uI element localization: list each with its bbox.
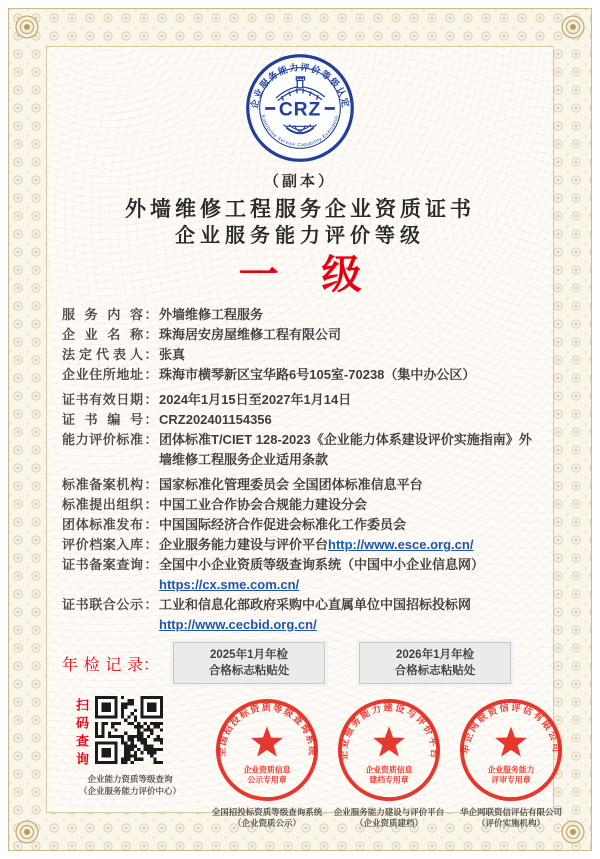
joint-publicity-link[interactable]: http://www.cecbid.org.cn/	[159, 617, 317, 632]
emblem-ring-top-text: 企业服务能力评价等级认定	[249, 62, 351, 110]
field-value: 全国中小企业资质等级查询系统（中国中小企业信息网）	[159, 557, 485, 572]
copy-label: （副本）	[263, 173, 336, 190]
field-label: 证书联合公示	[62, 597, 143, 612]
field-value: CRZ202401154356	[159, 412, 272, 427]
field-label: 企业住所地址	[62, 367, 143, 382]
field-row-standard: 能力评价标准 ： 团体标准T/CIET 128-2023《企业能力体系建设评价实施指南》外墙维修工程服务企业适用条款	[62, 430, 538, 470]
field-value: 张真	[159, 347, 186, 362]
qr-block	[64, 696, 204, 797]
qr-code-icon	[95, 696, 163, 764]
field-row-propose-org: 标准提出组织 ： 中国工业合作协会合规能力建设分会	[62, 495, 538, 515]
field-value: 企业服务能力建设与评价平台	[159, 537, 329, 552]
field-row-archive: 评价档案入库 ： 企业服务能力建设与评价平台http://www.esce.org.cn/	[62, 535, 538, 555]
seal-ring-text: 全国招投标资质等级查询系统	[216, 702, 318, 757]
certificate-fields	[62, 305, 538, 635]
red-seal-icon	[457, 696, 565, 804]
seal-ring-text: 华企网联资信评估有限公司	[460, 702, 562, 755]
field-label: 服务内容	[62, 307, 143, 322]
seal-inner-line2: 评审专用章	[491, 775, 531, 785]
archive-platform-link[interactable]: http://www.esce.org.cn/	[328, 537, 474, 552]
field-label: 法定代表人	[62, 347, 143, 362]
field-row-address: 企业住所地址 ： 珠海市横琴新区宝华路6号105室-70238（集中办公区）	[62, 365, 538, 385]
seal-caption: 全国招投标资质等级查询系统 （企业资质公示）	[211, 807, 323, 828]
field-value: 国家标准化管理委员会 全国团体标准信息平台	[159, 477, 423, 492]
corner-rosette-icon	[14, 14, 40, 40]
field-row-cert-no: 证书编号 ： CRZ202401154356	[62, 410, 538, 430]
seal-inner-line2: 建档专用章	[369, 775, 409, 785]
seal-inner-line1: 企业服务能力	[487, 765, 535, 775]
field-label: 企业名称	[62, 327, 143, 342]
certificate-footer	[62, 696, 562, 829]
annual-check-box-2025: 2025年1月年检 合格标志粘贴处	[173, 642, 325, 684]
annual-check-label: 年检记录	[62, 656, 143, 674]
crz-emblem-icon	[245, 53, 355, 163]
field-row-company-name: 企业名称 ： 珠海居安房屋维修工程有限公司	[62, 325, 538, 345]
field-label: 证书有效日期	[62, 392, 143, 407]
field-row-record-query: 证书备案查询 ： 全国中小企业资质等级查询系统（中国中小企业信息网） https://cx.sme.com.cn/	[62, 555, 538, 595]
annual-check-row: 年检记录 ： 2025年1月年检 合格标志粘贴处 2026年1月年检 合格标志粘贴处	[62, 642, 538, 684]
red-seal-icon	[213, 696, 321, 804]
seals-row	[204, 696, 574, 829]
field-label: 评价档案入库	[62, 537, 143, 552]
field-label: 证书备案查询	[62, 557, 143, 572]
seal-inner-line2: 公示专用章	[247, 775, 287, 785]
seal-inner-line1: 企业资质信息	[243, 765, 291, 775]
qr-caption: 企业能力资质等级查询 （企业服务能力评价中心）	[78, 774, 181, 796]
emblem-monogram: CRZ	[278, 99, 322, 121]
field-label: 能力评价标准	[62, 432, 143, 447]
emblem-ring-bottom-text: Enterprise Service Capability Evaluation	[259, 114, 341, 149]
field-row-legal-rep: 法定代表人 ： 张真	[62, 345, 538, 365]
seal-inner-line1: 企业资质信息	[365, 765, 413, 775]
field-row-service-content: 服务内容 ： 外墙维修工程服务	[62, 305, 538, 325]
seal-evaluator	[450, 696, 572, 829]
corner-rosette-icon	[14, 819, 40, 845]
field-value: 珠海市横琴新区宝华路6号105室-70238（集中办公区）	[159, 367, 476, 382]
corner-rosette-icon	[560, 14, 586, 40]
field-value: 珠海居安房屋维修工程有限公司	[159, 327, 342, 342]
certificate-title-line1: 外墙维修工程服务企业资质证书	[125, 198, 475, 221]
seal-caption: 华企网联资信评估有限公司 （评价实施机构）	[459, 807, 562, 828]
field-value: 工业和信息化部政府采购中心直属单位中国招标投标网	[159, 597, 472, 612]
field-row-valid-date: 证书有效日期 ： 2024年1月15日至2027年1月14日	[62, 390, 538, 410]
field-value: 团体标准T/CIET 128-2023《企业能力体系建设评价实施指南》外墙维修工程服务企业适用条款	[159, 432, 532, 467]
certificate-body	[46, 46, 562, 828]
field-row-publish-org: 团体标准发布 ： 中国国际经济合作促进会标准化工作委员会	[62, 515, 538, 535]
seal-publicity	[206, 696, 328, 829]
field-value: 外墙维修工程服务	[159, 307, 264, 322]
seal-ring-text: 企业服务能力建设与评价平台	[338, 702, 440, 761]
field-row-joint-publicity: 证书联合公示 ： 工业和信息化部政府采购中心直属单位中国招标投标网 http://www.cecbid.org.cn/	[62, 595, 538, 635]
crz-emblem	[62, 53, 538, 168]
seal-archive	[328, 696, 450, 829]
field-value: 中国国际经济合作促进会标准化工作委员会	[159, 517, 407, 532]
certificate-title-line2: 企业服务能力评价等级	[175, 225, 425, 247]
record-query-link[interactable]: https://cx.sme.com.cn/	[159, 577, 300, 592]
field-label: 标准备案机构	[62, 477, 143, 492]
qr-side-label: 扫码查询	[74, 698, 89, 770]
grade-level: 一 级	[238, 253, 378, 297]
field-label: 证书编号	[62, 412, 143, 427]
field-label: 团体标准发布	[62, 517, 143, 532]
seal-caption: 企业服务能力建设与评价平台 （企业资质建档）	[333, 807, 445, 828]
field-value: 2024年1月15日至2027年1月14日	[159, 392, 352, 407]
annual-check-box-2026: 2026年1月年检 合格标志粘贴处	[359, 642, 511, 684]
field-value: 中国工业合作协会合规能力建设分会	[159, 497, 368, 512]
field-row-record-org: 标准备案机构 ： 国家标准化管理委员会 全国团体标准信息平台	[62, 475, 538, 495]
red-seal-icon	[335, 696, 443, 804]
field-label: 标准提出组织	[62, 497, 143, 512]
